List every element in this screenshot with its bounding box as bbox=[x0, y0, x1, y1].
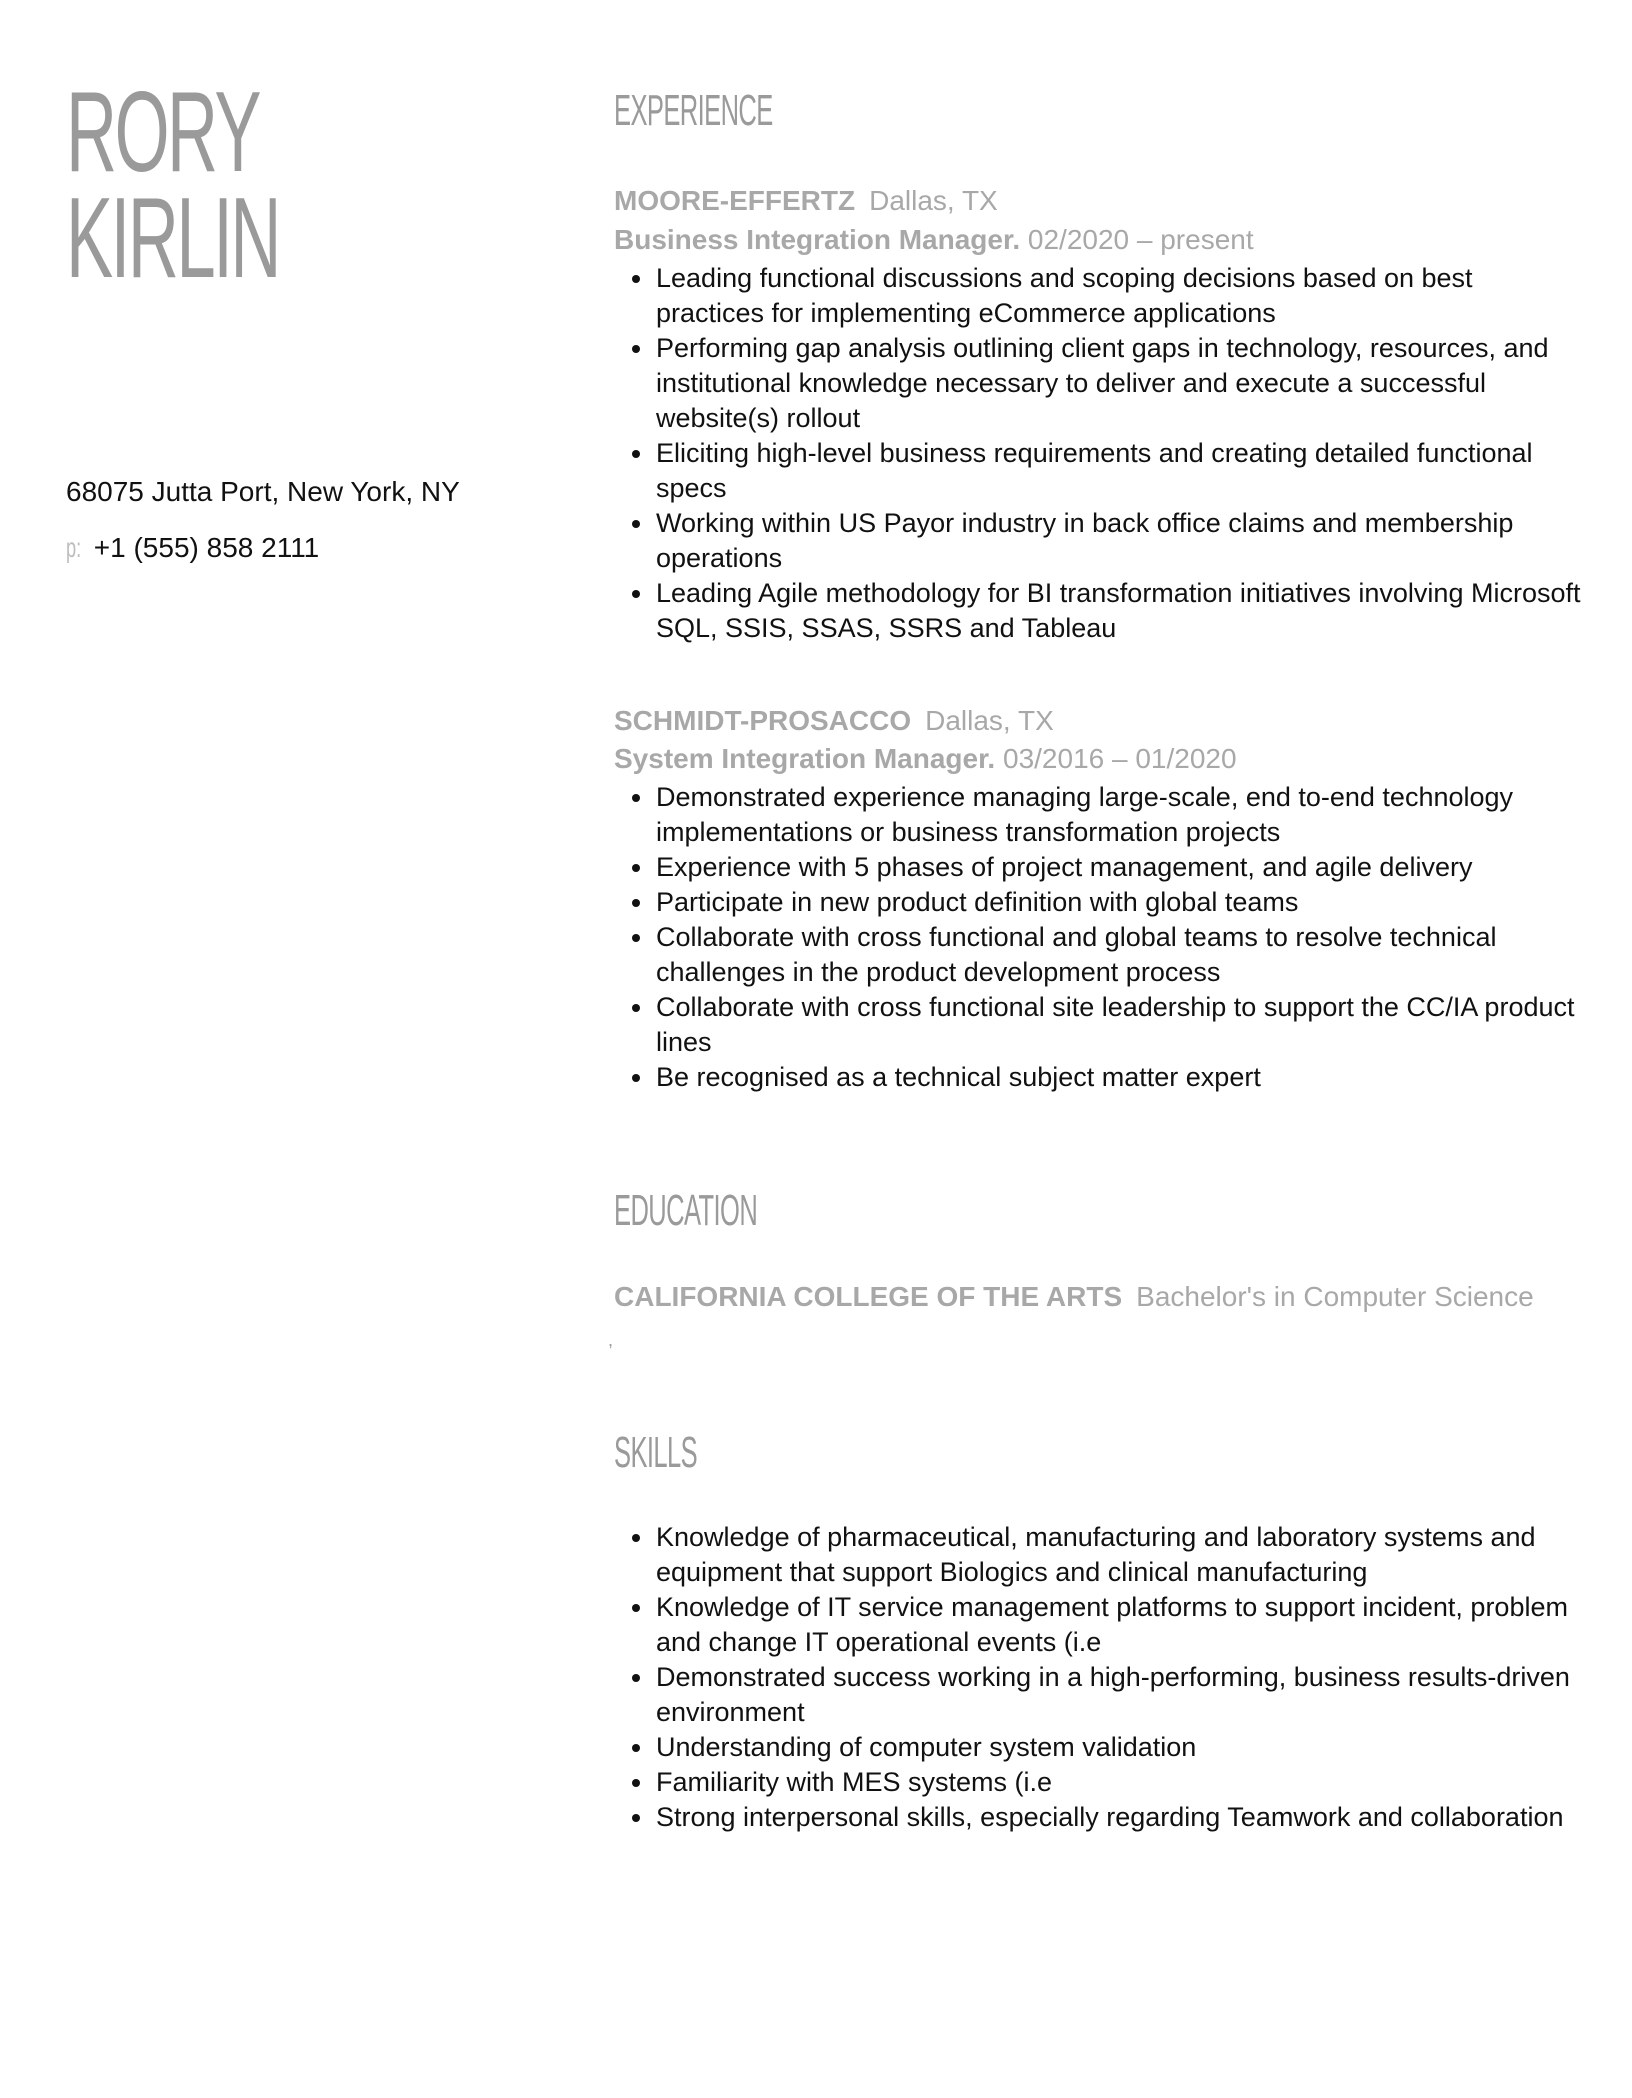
job-2-dates: 03/2016 – 01/2020 bbox=[1003, 743, 1237, 774]
job-1-bullets bbox=[656, 261, 1586, 646]
education-degree: Bachelor's in Computer Science bbox=[1136, 1281, 1534, 1312]
list-item: Leading functional discussions and scoping decisions based on best practices for implementing eCommerce applications bbox=[656, 261, 1586, 331]
experience-heading: EXPERIENCE bbox=[614, 86, 773, 135]
job-1-company: MOORE-EFFERTZ bbox=[614, 185, 856, 216]
education-entry bbox=[614, 1278, 1534, 1316]
list-item: Participate in new product definition with global teams bbox=[656, 885, 1586, 920]
phone-number: +1 (555) 858 2111 bbox=[93, 532, 320, 563]
list-item: Collaborate with cross functional and global teams to resolve technical challenges in the product development process bbox=[656, 920, 1586, 990]
job-1-role-line bbox=[614, 221, 1254, 259]
job-2-header bbox=[614, 702, 1054, 740]
profile-column bbox=[66, 69, 546, 563]
list-item: Performing gap analysis outlining client gaps in technology, resources, and institutional knowledge necessary to deliver and execute a successful website(s) rollout bbox=[656, 331, 1586, 436]
list-item: Familiarity with MES systems (i.e bbox=[656, 1765, 1586, 1800]
skills-heading: SKILLS bbox=[614, 1428, 698, 1477]
list-item: Strong interpersonal skills, especially regarding Teamwork and collaboration bbox=[656, 1800, 1586, 1835]
first-name: RORY bbox=[66, 69, 260, 196]
job-2-bullets bbox=[656, 780, 1586, 1095]
job-2-role-line bbox=[614, 740, 1237, 778]
contact-block bbox=[66, 464, 460, 576]
list-item: Eliciting high-level business requirements and creating detailed functional specs bbox=[656, 436, 1586, 506]
list-item: Knowledge of IT service management platforms to support incident, problem and change IT operational events (i.e bbox=[656, 1590, 1586, 1660]
education-heading: EDUCATION bbox=[614, 1186, 758, 1235]
last-name: KIRLIN bbox=[66, 175, 279, 302]
phone-prefix: p: bbox=[66, 532, 82, 563]
list-item: Understanding of computer system validation bbox=[656, 1730, 1586, 1765]
list-item: Demonstrated success working in a high-performing, business results-driven environment bbox=[656, 1660, 1586, 1730]
list-item: Knowledge of pharmaceutical, manufacturing and laboratory systems and equipment that support Biologics and clinical manufacturing bbox=[656, 1520, 1586, 1590]
job-2-company: SCHMIDT-PROSACCO bbox=[614, 705, 912, 736]
list-item: Working within US Payor industry in back office claims and membership operations bbox=[656, 506, 1586, 576]
job-1-location: Dallas, TX bbox=[869, 185, 998, 216]
address: 68075 Jutta Port, New York, NY bbox=[66, 476, 460, 507]
phone-line bbox=[66, 520, 460, 576]
education-extra: , bbox=[608, 1330, 614, 1350]
job-1-header bbox=[614, 182, 998, 220]
list-item: Leading Agile methodology for BI transformation initiatives involving Microsoft SQL, SSIS, SSAS, SSRS and Tableau bbox=[656, 576, 1586, 646]
skills-list bbox=[656, 1520, 1586, 1835]
job-2-location: Dallas, TX bbox=[925, 705, 1054, 736]
list-item: Demonstrated experience managing large-scale, end to-end technology implementations or business transformation projects bbox=[656, 780, 1586, 850]
list-item: Collaborate with cross functional site leadership to support the CC/IA product lines bbox=[656, 990, 1586, 1060]
education-school: CALIFORNIA COLLEGE OF THE ARTS bbox=[614, 1281, 1123, 1312]
list-item: Be recognised as a technical subject matter expert bbox=[656, 1060, 1586, 1095]
job-1-dates: 02/2020 – present bbox=[1027, 224, 1254, 255]
list-item: Experience with 5 phases of project management, and agile delivery bbox=[656, 850, 1586, 885]
job-1-role: Business Integration Manager. bbox=[614, 224, 1021, 255]
job-2-role: System Integration Manager. bbox=[614, 743, 996, 774]
